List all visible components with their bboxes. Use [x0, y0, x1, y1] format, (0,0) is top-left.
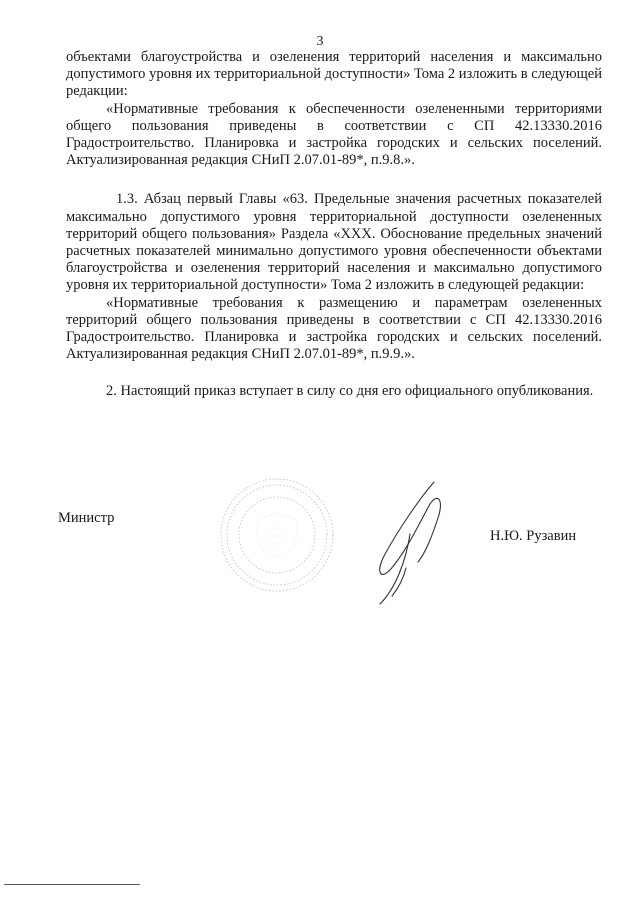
signature-block	[0, 470, 640, 630]
signer-name: Н.Ю. Рузавин	[490, 528, 577, 544]
paragraph-item-1-3: 1.3. Абзац первый Главы «63. Предельные значения расчетных показателей максимально допустимого уровня территориальной доступности озелененных территорий общего пользования» Раздела «XXX. Обоснование предельных значений расчетных показателей минимально допустимого уровня обеспеченности объектами благоустройства и озеленения территорий населения и максимально допустимого уровня их территориальной доступности» Тома 2 изложить в следующей редакции:	[66, 191, 602, 294]
document-body	[66, 49, 602, 401]
handwritten-signature	[350, 470, 490, 610]
paragraph-quote-1: «Нормативные требования к обеспеченности озелененными территориями общего пользования приведены в соответствии с СП 42.13330.2016 Градостроительство. Планировка и застройка городских и сельских поселений. Актуализированная редакция СНиП 2.07.01-89*, п.9.8.».	[66, 100, 602, 169]
page-number: 3	[316, 34, 324, 49]
paragraph-continuation: объектами благоустройства и озеленения территорий населения и максимально допустимого уровня их территориальной доступности» Тома 2 изложить в следующей редакции:	[66, 49, 602, 100]
paragraph-item-2: 2. Настоящий приказ вступает в силу со дня его официального опубликования.	[106, 383, 594, 400]
footnote-divider	[4, 884, 140, 885]
paragraph-quote-2: «Нормативные требования к размещению и параметрам озелененных территорий общего пользования приведены в соответствии с СП 42.13330.2016 Градостроительство. Планировка и застройка городских и сельских поселений. Актуализированная редакция СНиП 2.07.01-89*, п.9.9.».	[66, 294, 602, 363]
signer-title: Министр	[58, 510, 115, 526]
official-seal	[218, 476, 336, 594]
